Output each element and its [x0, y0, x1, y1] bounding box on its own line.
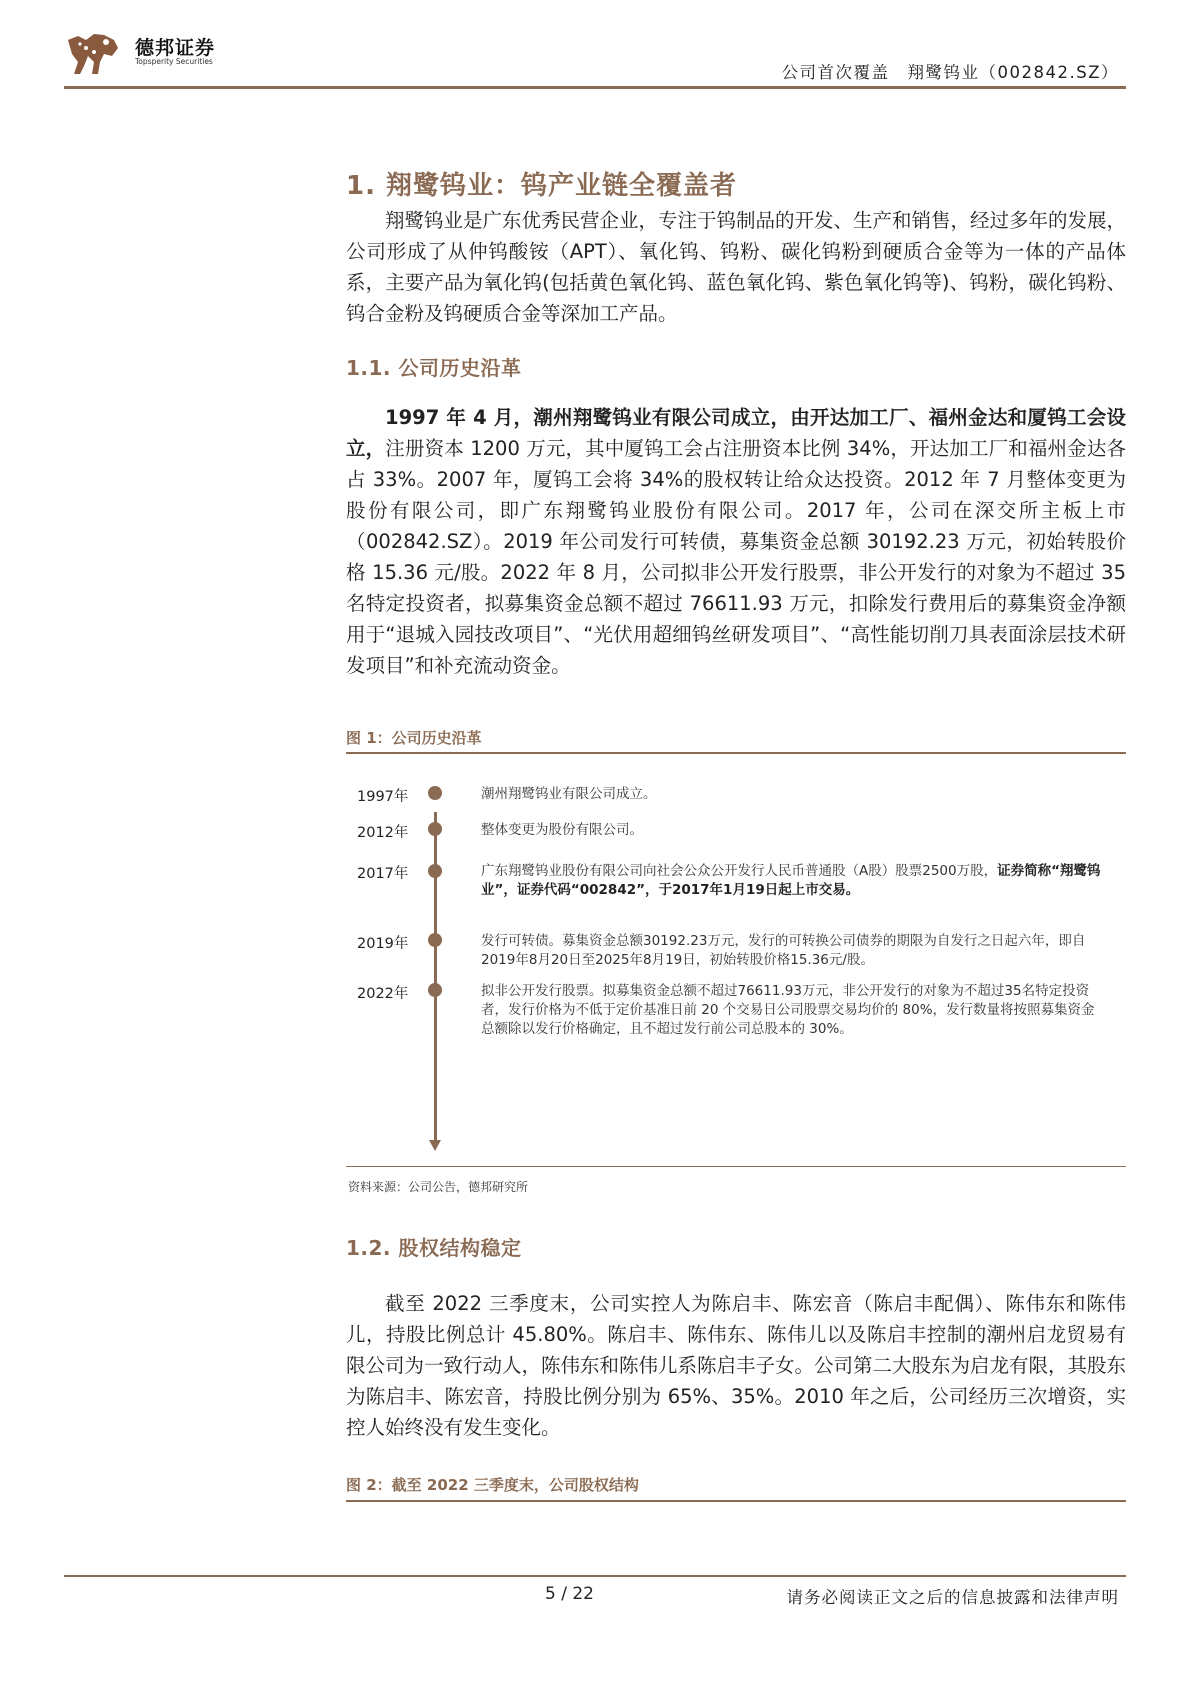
timeline-text: 拟非公开发行股票。拟募集资金总额不超过76611.93万元，非公开发行的对象为不超过35名特定投资者，发行价格为不低于定价基准日前 20 个交易日公司股票交易均价的 80%，发行数量将按照募集资金总额除以发行价格确定，且不超过发行前公司总股本的 30%。 [481, 983, 1095, 1037]
timeline-axis [434, 812, 437, 1143]
footer-disclaimer: 请务必阅读正文之后的信息披露和法律声明 [786, 1588, 1119, 1607]
section-1-title: 1. 翔鹭钨业：钨产业链全覆盖者 [346, 171, 738, 201]
figure-1-top-rule [346, 752, 1126, 754]
timeline-dot [428, 933, 442, 947]
section-1-2-text: 截至 2022 三季度末，公司实控人为陈启丰、陈宏音（陈启丰配偶）、陈伟东和陈伟儿，持股比例总计 45.80%。陈启丰、陈伟东、陈伟儿以及陈启丰控制的潮州启龙贸易有限公司为一致行动人，陈伟东和陈伟儿系陈启丰子女。公司第二大股东为启龙有限，其股东为陈启丰、陈宏音，持股比例分别为 65%、35%。2010 年之后，公司经历三次增资，实控人始终没有发生变化。 [346, 1292, 1127, 1439]
page-number: 5 / 22 [545, 1584, 594, 1604]
section-1-2-paragraph [346, 1288, 1126, 1443]
timeline-text: 整体变更为股份有限公司。 [481, 822, 643, 838]
figure-2-title: 图 2：截至 2022 三季度末，公司股权结构 [346, 1476, 639, 1494]
timeline-text: 潮州翔鹭钨业有限公司成立。 [481, 786, 657, 802]
logo-icon [64, 26, 122, 76]
logo-name: 德邦证券 [135, 37, 216, 59]
timeline-dot [428, 822, 442, 836]
timeline-text: 发行可转债。募集资金总额30192.23万元，发行的可转换公司债券的期限为自发行之日起六年，即自2019年8月20日至2025年8月19日，初始转股价格15.36元/股。 [481, 933, 1086, 968]
timeline-year: 2012年 [357, 825, 409, 841]
header-divider [64, 86, 1126, 89]
figure-1-source: 资料来源：公司公告，德邦研究所 [348, 1180, 529, 1194]
timeline-dot [428, 786, 442, 800]
timeline-text: 广东翔鹭钨业股份有限公司向社会公众公开发行人民币普通股（A股）股票2500万股，证券简称“翔鹭钨业”，证券代码“002842”，于2017年1月19日起上市交易。 [481, 863, 1101, 898]
section-1-1-paragraph [346, 402, 1126, 681]
figure-1-title: 图 1：公司历史沿革 [346, 729, 482, 747]
figure-1-bottom-rule [346, 1166, 1126, 1167]
history-text: 注册资本 1200 万元，其中厦钨工会占注册资本比例 34%，开达加工厂和福州金达各占 33%。2007 年，厦钨工会将 34%的股权转让给众达投资。2012 年 7 月整体变更为股份有限公司，即广东翔鹭钨业股份有限公司。2017 年，公司在深交所主板上市（002842.SZ）。2019 年公司发行可转债，募集资金总额 30192.23 万元，初始转股价格 15.36 元/股。2022 年 8 月，公司拟非公开发行股票，非公开发行的对象为不超过 35 名特定投资者，拟募集资金总额不超过 76611.93 万元，扣除发行费用后的募集资金净额用于“退城入园技改项目”、“光伏用超细钨丝研发项目”、“高性能切削刀具表面涂层技术研发项目”和补充流动资金。 [346, 437, 1126, 677]
logo-english-name: Topsperity Securities [135, 57, 213, 66]
timeline-year: 2019年 [357, 936, 409, 952]
timeline-arrow-icon [429, 1140, 441, 1151]
timeline-year: 2022年 [357, 986, 409, 1002]
section-1-2-title: 1.2. 股权结构稳定 [346, 1236, 522, 1260]
section-1-paragraph [346, 205, 1126, 329]
history-lead-bold: 1997 年 4 月，潮州翔鹭钨业有限公司成立，由开达加工厂、福州金达和厦钨工会设立， [346, 406, 1126, 460]
section-1-1-title: 1.1. 公司历史沿革 [346, 356, 522, 380]
figure-2-top-rule [346, 1500, 1126, 1502]
footer-divider [64, 1575, 1126, 1577]
timeline-dot [428, 864, 442, 878]
timeline-dot [428, 983, 442, 997]
timeline-year: 1997年 [357, 789, 409, 805]
report-header-info: 公司首次覆盖 翔鹭钨业（002842.SZ） [781, 63, 1119, 82]
section-1-text: 翔鹭钨业是广东优秀民营企业，专注于钨制品的开发、生产和销售，经过多年的发展，公司形成了从仲钨酸铵（APT）、氧化钨、钨粉、碳化钨粉到硬质合金等为一体的产品体系，主要产品为氧化钨(包括黄色氧化钨、蓝色氧化钨、紫色氧化钨等)、钨粉，碳化钨粉、钨合金粉及钨硬质合金等深加工产品。 [346, 209, 1127, 325]
timeline-year: 2017年 [357, 866, 409, 882]
